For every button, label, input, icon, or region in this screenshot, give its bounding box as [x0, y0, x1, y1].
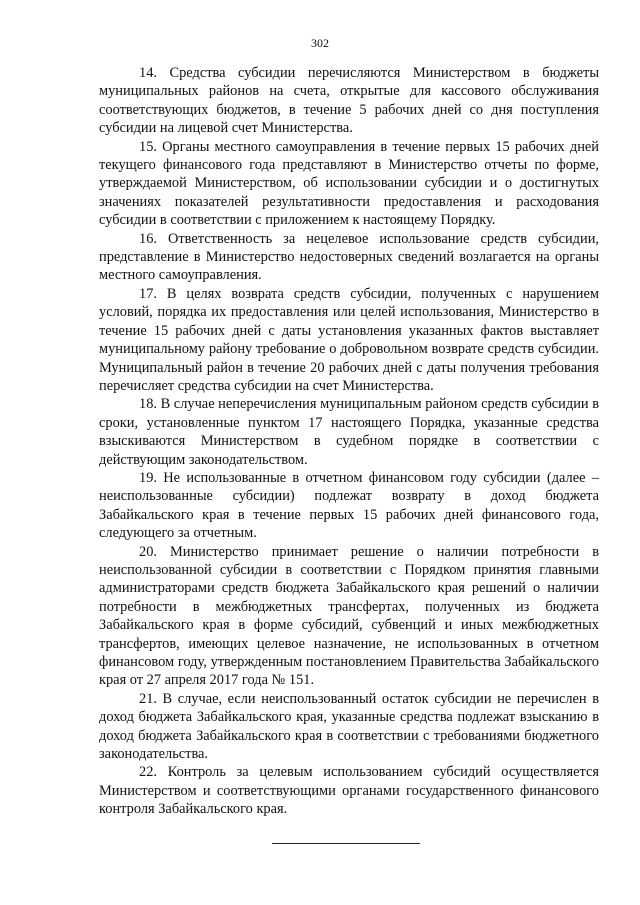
document-body: [99, 64, 599, 819]
end-of-text-rule: [272, 843, 420, 844]
paragraph-15: 15. Органы местного самоуправления в течение первых 15 рабочих дней текущего финансового года представляют в Министерство отчеты по форме, утверждаемой Министерством, об использовании субсидии и о достигнутых значениях показателей результативности предоставления и расходования субсидии в соответствии с приложением к настоящему Порядку.: [99, 138, 599, 229]
paragraph-20: 20. Министерство принимает решение о наличии потребности в неиспользованной субсидии в соответствии с Порядком принятия главными администраторами средств бюджета Забайкальского края решений о наличии потребности в межбюджетных трансфертах, полученных из бюджета Забайкальского края в форме субсидий, субвенций и иных межбюджетных трансфертов, имеющих целевое назначение, не использованных в отчетном финансовом году, утвержденным постановлением Правительства Забайкальского края от 27 апреля 2017 года № 151.: [99, 543, 599, 689]
paragraph-22: 22. Контроль за целевым использованием субсидий осуществляется Министерством и соответствующими органами государственного финансового контроля Забайкальского края.: [99, 764, 599, 818]
paragraph-16: 16. Ответственность за нецелевое использование средств субсидии, представление в Министерство недостоверных сведений возлагается на органы местного самоуправления.: [99, 230, 599, 284]
paragraph-19: 19. Не использованные в отчетном финансовом году субсидии (далее – неиспользованные субсидии) подлежат возврату в доход бюджета Забайкальского края в течение первых 15 рабочих дней финансового года, следующего за отчетным.: [99, 469, 599, 542]
paragraph-17: 17. В целях возврата средств субсидии, полученных с нарушением условий, порядка их предоставления или целей использования, Министерство в течение 15 рабочих дней с даты установления указанных фактов выставляет муниципальному району требование о добровольном возврате средств субсидии. Муниципальный район в течение 20 рабочих дней с даты получения требования перечисляет средства субсидии на счет Министерства.: [99, 285, 599, 394]
page-number: 302: [311, 36, 329, 50]
paragraph-18: 18. В случае неперечисления муниципальным районом средств субсидии в сроки, установленные пунктом 17 настоящего Порядка, указанные средства взыскиваются Министерством в судебном порядке в соответствии с действующим законодательством.: [99, 396, 599, 468]
paragraph-21: 21. В случае, если неиспользованный остаток субсидии не перечислен в доход бюджета Забайкальского края, указанные средства подлежат взысканию в доход бюджета Забайкальского края в соответствии с требованиями бюджетного законодательства.: [99, 690, 599, 763]
paragraph-14: 14. Средства субсидии перечисляются Министерством в бюджеты муниципальных районов на счета, открытые для кассового обслуживания соответствующих бюджетов, в течение 5 рабочих дней со дня поступления субсидии на лицевой счет Министерства.: [99, 65, 599, 137]
